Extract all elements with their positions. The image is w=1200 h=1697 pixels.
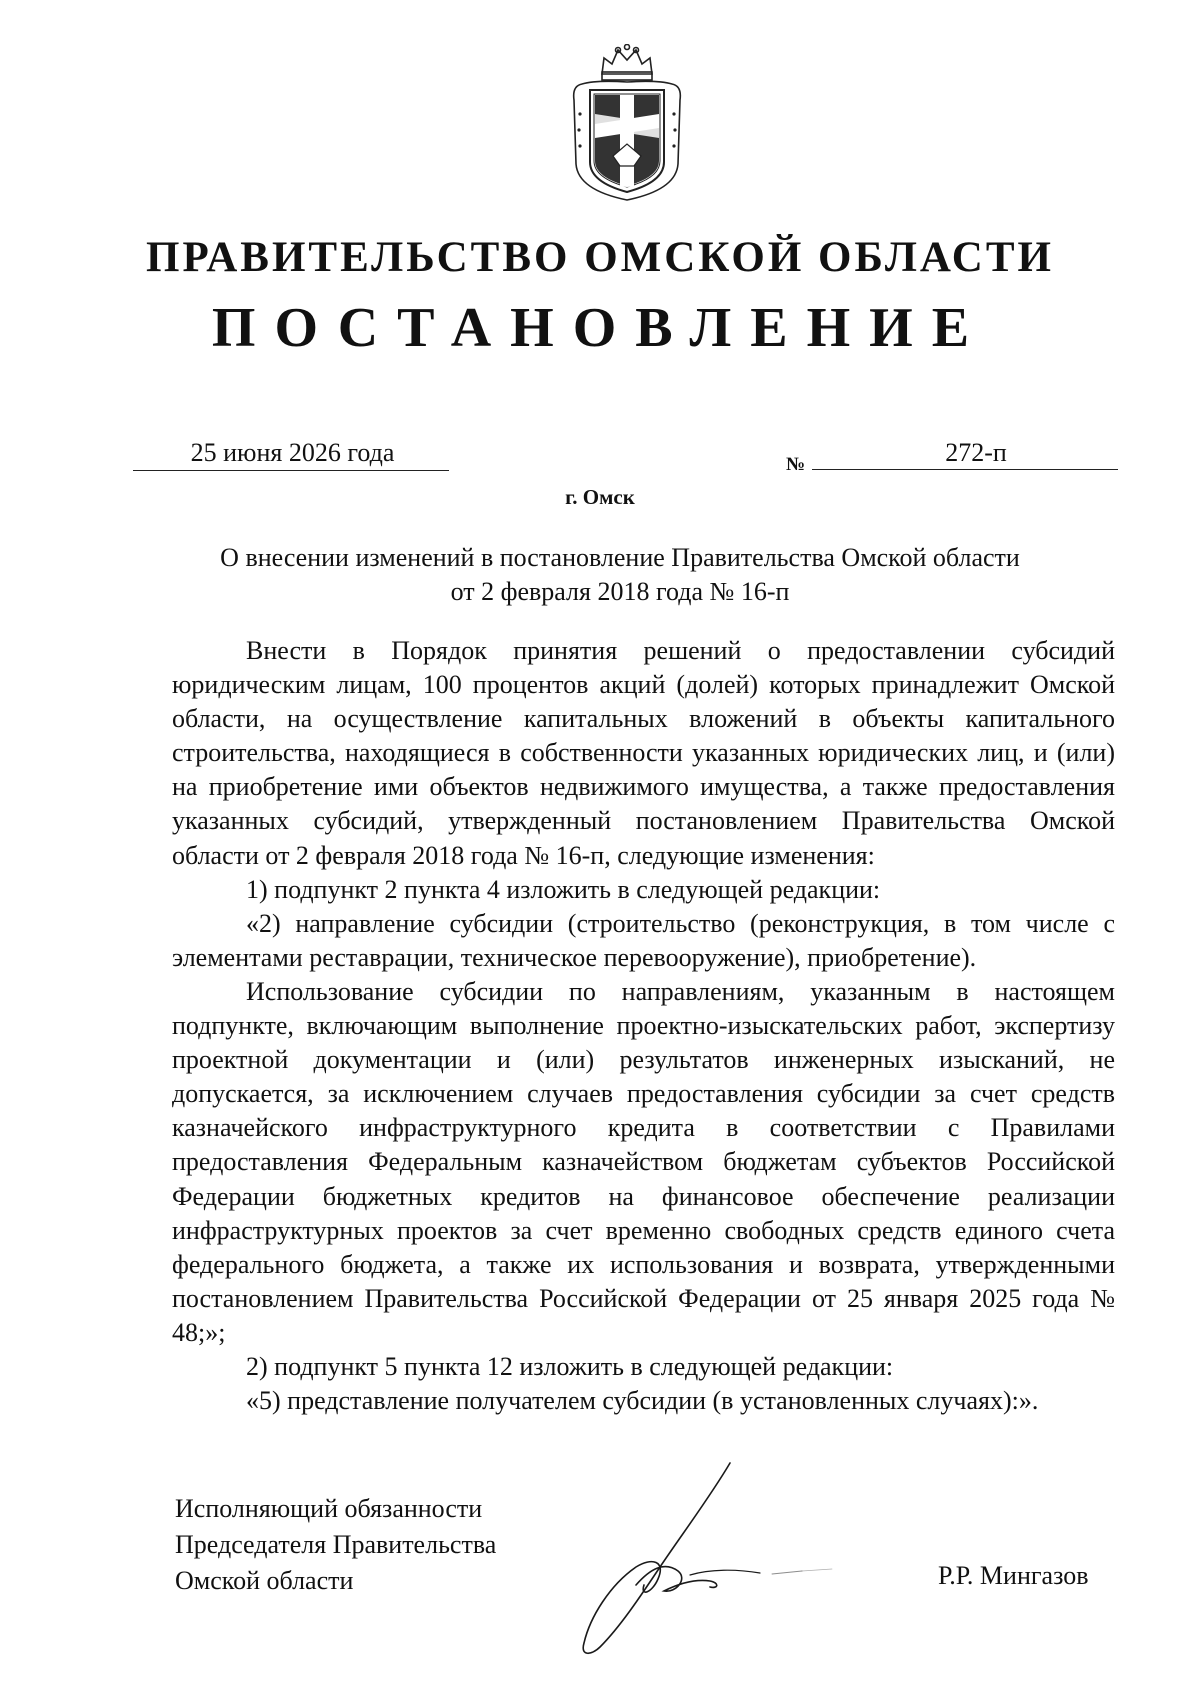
city-label: г. Омск	[565, 485, 635, 509]
position-line: Председателя Правительства	[175, 1530, 497, 1559]
subject-line: О внесении изменений в постановление Правительства Омской области	[220, 543, 1020, 572]
subject-line: от 2 февраля 2018 года № 16-п	[450, 577, 790, 606]
signatory-position	[175, 1491, 496, 1599]
document-body	[172, 634, 1115, 1418]
document-date: 25 июня 2026 года	[133, 436, 449, 471]
document-number: 272-п	[812, 436, 1118, 470]
body-paragraph: 2) подпункт 5 пункта 12 изложить в следующей редакции:	[246, 1351, 894, 1381]
body-paragraph: Использование субсидии по направлениям, указанным в настоящем подпункте, включающим выполнение проектно-изыскательских работ, экспертизу проектной документации и (или) результатов инженерных изысканий, не допускается, за исключением случаев предоставления субсидии за счет средств казначейского инфраструктурного кредита в соответствии с Правилами предоставления Федеральным казначейством бюджетам субъектов Российской Федерации бюджетных кредитов на финансовое обеспечение реализации инфраструктурных проектов за счет временно свободных средств единого счета федерального бюджета, а также их использования и возврата, утвержденными постановлением Правительства Российской Федерации от 25 января 2025 года № 48;»;	[172, 976, 1115, 1347]
organization-title: ПРАВИТЕЛЬСТВО ОМСКОЙ ОБЛАСТИ	[146, 234, 1054, 281]
document-subject	[150, 541, 1090, 609]
body-paragraph: 1) подпункт 2 пункта 4 изложить в следующей редакции:	[246, 874, 881, 904]
body-paragraph: Внести в Порядок принятия решений о предоставлении субсидий юридическим лицам, 100 процентов акций (долей) которых принадлежит Омской области, на осуществление капитальных вложений в объекты капитального строительства, находящиеся в собственности указанных юридических лиц, и (или) на приобретение ими объектов недвижимого имущества, а также предоставления указанных субсидий, утвержденный постановлением Правительства Омской области от 2 февраля 2018 года № 16-п, следующие изменения:	[172, 636, 1115, 870]
body-paragraph: «2) направление субсидии (строительство (реконструкция, в том числе с элементами реставрации, техническое перевооружение), приобретение).	[172, 908, 1115, 972]
position-line: Омской области	[175, 1566, 354, 1595]
coat-of-arms-icon	[568, 44, 686, 202]
handwritten-signature-icon	[540, 1457, 840, 1667]
body-paragraph: «5) представление получателем субсидии (в установленных случаях):».	[246, 1386, 1039, 1416]
signer-name: Р.Р. Мингазов	[938, 1561, 1089, 1590]
document-type-title: ПОСТАНОВЛЕНИЕ	[211, 297, 989, 359]
position-line: Исполняющий обязанности	[175, 1494, 483, 1523]
number-sign-label: №	[786, 454, 806, 475]
